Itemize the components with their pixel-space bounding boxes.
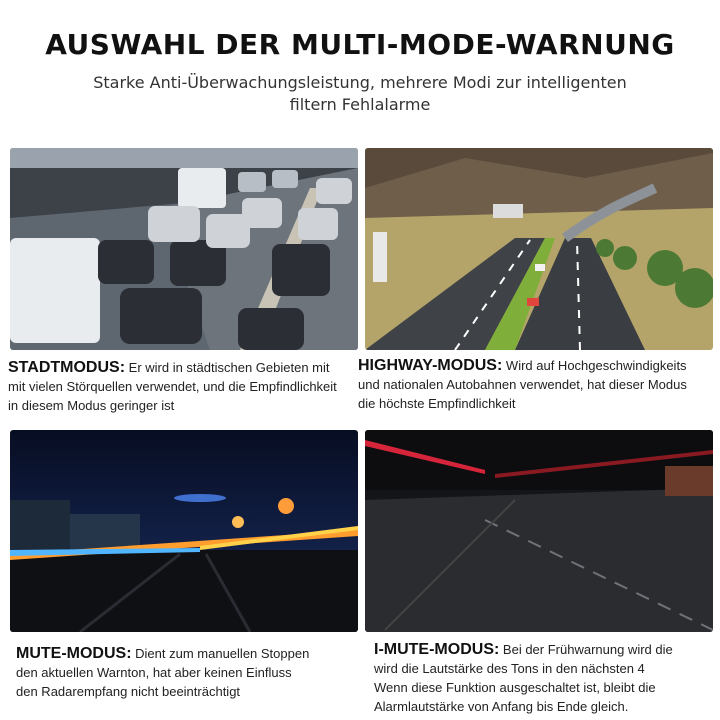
i-mute-mode-line-2: wird die Lautstärke des Tons in den nächsten 4 xyxy=(374,661,645,676)
night-road-photo xyxy=(365,430,713,632)
highway-mode-line-2: und nationalen Autobahnen verwendet, hat dieser Modus xyxy=(358,377,687,392)
night-light-trails-photo xyxy=(10,430,358,632)
city-traffic-photo xyxy=(10,148,358,350)
highway-photo xyxy=(365,148,713,350)
city-mode-description xyxy=(8,358,358,415)
city-mode-heading: STADTMODUS: xyxy=(8,359,126,376)
mute-mode-description xyxy=(16,644,346,701)
mute-mode-heading: MUTE-MODUS: xyxy=(16,645,132,662)
city-mode-line-2: mit vielen Störquellen verwendet, und die Empfindlichkeit xyxy=(8,379,337,394)
i-mute-mode-heading: I-MUTE-MODUS: xyxy=(374,641,500,658)
i-mute-mode-line-3: Wenn diese Funktion ausgeschaltet ist, bleibt die xyxy=(374,680,656,695)
subtitle-line-1: Starke Anti-Überwachungsleistung, mehrere Modi zur intelligenten xyxy=(93,73,627,92)
mute-mode-line-1: Dient zum manuellen Stoppen xyxy=(131,646,310,661)
city-mode-line-3: in diesem Modus geringer ist xyxy=(8,398,175,413)
i-mute-mode-line-4: Alarmlautstärke von Anfang bis Ende gleich. xyxy=(374,699,629,714)
page-subtitle xyxy=(40,72,680,116)
i-mute-mode-description xyxy=(374,640,714,716)
page-title: AUSWAHL DER MULTI-MODE-WARNUNG xyxy=(45,28,675,61)
highway-mode-line-3: die höchste Empfindlichkeit xyxy=(358,396,516,411)
highway-mode-heading: HIGHWAY-MODUS: xyxy=(358,357,503,374)
city-mode-line-1: Er wird in städtischen Gebieten mit xyxy=(125,360,330,375)
i-mute-mode-line-1: Bei der Frühwarnung wird die xyxy=(499,642,673,657)
highway-mode-line-1: Wird auf Hochgeschwindigkeits xyxy=(502,358,687,373)
subtitle-line-2: filtern Fehlalarme xyxy=(289,95,431,114)
mute-mode-line-2: den aktuellen Warnton, hat aber keinen Einfluss xyxy=(16,665,292,680)
highway-mode-description xyxy=(358,356,718,413)
mute-mode-line-3: den Radarempfang nicht beeinträchtigt xyxy=(16,684,241,699)
